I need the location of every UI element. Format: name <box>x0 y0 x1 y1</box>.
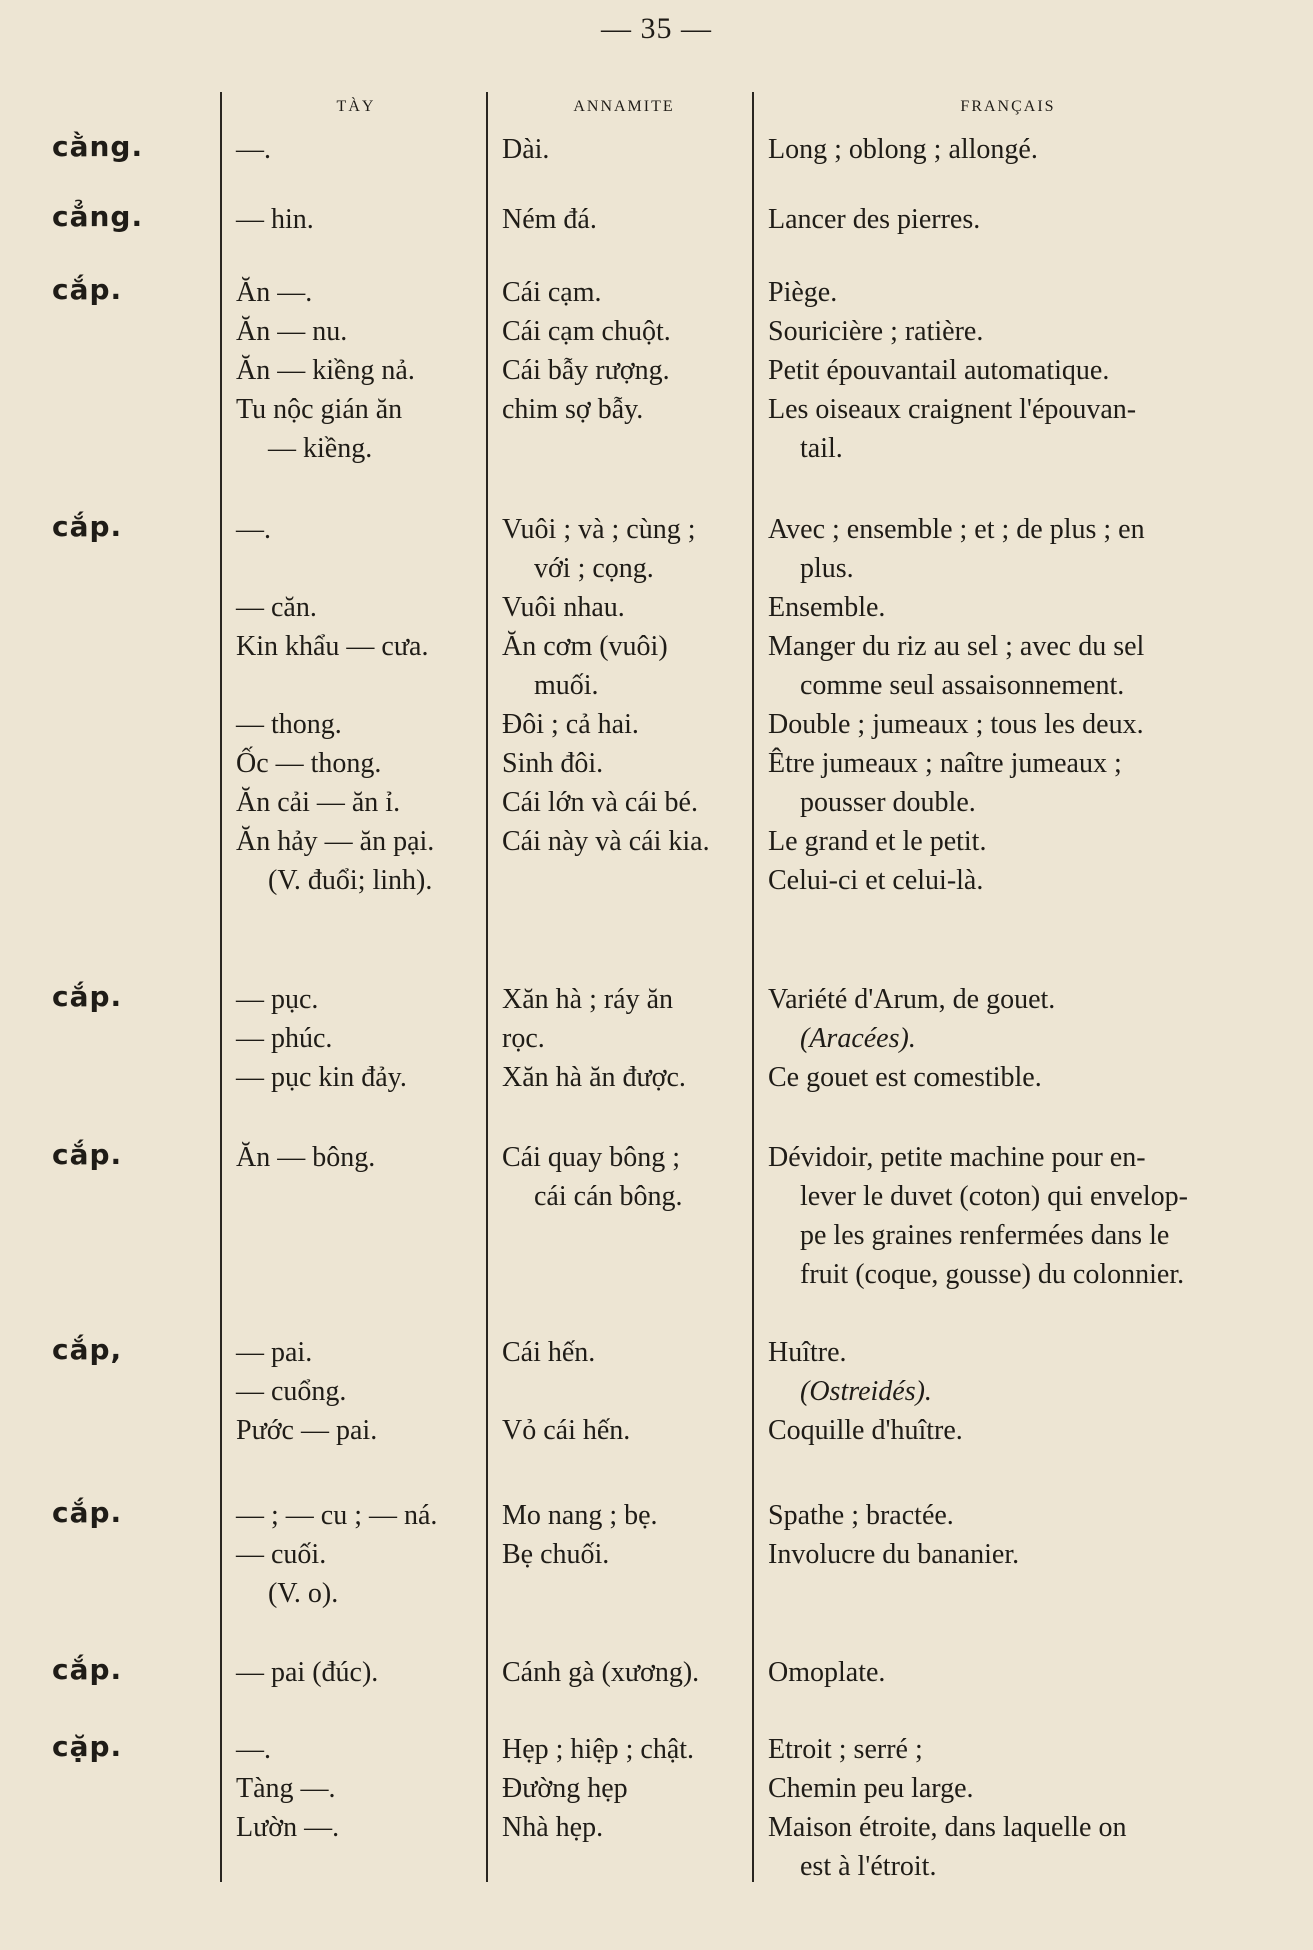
entry-annamite-line: rọc. <box>502 1023 545 1054</box>
entry-headword: cằng. <box>52 130 144 163</box>
column-rule <box>752 92 754 1882</box>
entry-annamite-column <box>502 200 746 239</box>
entry-tay-line: — pục. <box>236 984 319 1015</box>
entry-annamite-column <box>502 510 746 861</box>
entry-francais-line: Long ; oblong ; allongé. <box>768 134 1038 165</box>
entry-francais-line: Maison étroite, dans laquelle on <box>768 1812 1127 1843</box>
entry-francais-line: Dévidoir, petite machine pour en- <box>768 1142 1146 1173</box>
entry-annamite-line: Bẹ chuối. <box>502 1539 610 1570</box>
entry-francais-line: pe les graines renfermées dans le <box>800 1220 1170 1251</box>
entry-annamite-line: Vuôi nhau. <box>502 592 625 623</box>
entry-annamite-line: Mo nang ; bẹ. <box>502 1500 658 1531</box>
entry-tay-line: —. <box>236 1734 271 1765</box>
entry-francais-column <box>768 1653 1248 1692</box>
entry-francais-line: Involucre du bananier. <box>768 1539 1020 1570</box>
entry-tay-line: —. <box>236 514 271 545</box>
entry-francais-column <box>768 273 1248 468</box>
column-header-tay: TÀY <box>336 98 376 115</box>
entry-annamite-line: Ăn cơm (vuôi) <box>502 631 668 662</box>
entry-annamite-column <box>502 1653 746 1692</box>
entry-francais-line: Ce gouet est comestible. <box>768 1062 1042 1093</box>
entry-annamite-line: Vuôi ; và ; cùng ; <box>502 514 696 545</box>
entry-tay-column <box>236 130 476 169</box>
entry-annamite-column <box>502 1333 746 1450</box>
entry-tay-line: — pục kin đảy. <box>236 1062 407 1093</box>
entry-tay-line: — ; — cu ; — ná. <box>236 1500 438 1531</box>
entry-francais-column <box>768 980 1248 1097</box>
entry-francais-line: Huître. <box>768 1337 847 1368</box>
entry-tay-line: — thong. <box>236 709 342 740</box>
entry-francais-line: lever le duvet (coton) qui envelop- <box>800 1181 1188 1212</box>
entry-annamite-line: Cánh gà (xương). <box>502 1657 700 1688</box>
entry-tay-column <box>236 1496 476 1613</box>
entry-tay-line: Ăn cải — ăn ỉ. <box>236 787 401 818</box>
entry-tay-line: —. <box>236 134 271 165</box>
entry-tay-column <box>236 1333 476 1450</box>
entry-francais-column <box>768 510 1248 900</box>
entry-francais-line: Ensemble. <box>768 592 886 623</box>
entry-annamite-line: Nhà hẹp. <box>502 1812 604 1843</box>
entry-francais-line: Avec ; ensemble ; et ; de plus ; en <box>768 514 1145 545</box>
entry-annamite-line: Cái bẫy rượng. <box>502 355 670 386</box>
entry-annamite-line: Cái cạm chuột. <box>502 316 671 347</box>
entry-francais-line: plus. <box>800 553 854 584</box>
entry-annamite-line: cái cán bông. <box>534 1181 683 1212</box>
entry-tay-line: Ăn — kiềng nả. <box>236 355 415 386</box>
entry-francais-line: comme seul assaisonnement. <box>800 670 1125 701</box>
entry-tay-line: (V. đuổi; linh). <box>268 865 433 896</box>
entry-annamite-column <box>502 273 746 429</box>
entry-francais-column <box>768 1138 1248 1294</box>
entry-francais-line: Chemin peu large. <box>768 1773 974 1804</box>
entry-tay-line: — pai (đúc). <box>236 1657 379 1688</box>
entry-annamite-line: Cái hến. <box>502 1337 596 1368</box>
entry-tay-line: Pước — pai. <box>236 1415 378 1446</box>
entry-tay-line: Ốc — thong. <box>236 748 382 779</box>
entry-francais-line: Lancer des pierres. <box>768 204 981 235</box>
entry-headword: cắp, <box>52 1333 123 1366</box>
entry-tay-column <box>236 980 476 1097</box>
entry-headword: cắp. <box>52 1138 123 1171</box>
entry-francais-line: Petit épouvantail automatique. <box>768 355 1110 386</box>
entry-tay-line: (V. o). <box>268 1578 339 1609</box>
entry-francais-line: est à l'étroit. <box>800 1851 937 1882</box>
entry-francais-line: Etroit ; serré ; <box>768 1734 923 1765</box>
entry-tay-line: — phúc. <box>236 1023 333 1054</box>
entry-headword: cắp. <box>52 510 123 543</box>
entry-annamite-line: Đôi ; cả hai. <box>502 709 639 740</box>
entry-annamite-column <box>502 980 746 1097</box>
entry-annamite-column <box>502 1730 746 1847</box>
entry-headword: cắp. <box>52 1653 123 1686</box>
entry-annamite-line: Sinh đôi. <box>502 748 604 779</box>
entry-francais-column <box>768 1730 1248 1886</box>
entry-headword: cắp. <box>52 1496 123 1529</box>
page-number: — 35 — <box>601 12 712 45</box>
entry-francais-line: Piège. <box>768 277 838 308</box>
entry-francais-line: Souricière ; ratière. <box>768 316 984 347</box>
entry-annamite-line: Đường hẹp <box>502 1773 628 1804</box>
entry-tay-line: — hin. <box>236 204 314 235</box>
entry-annamite-line: với ; cọng. <box>534 553 654 584</box>
entry-francais-line: Coquille d'huître. <box>768 1415 963 1446</box>
entry-annamite-line: Ném đá. <box>502 204 597 235</box>
entry-annamite-line: muối. <box>534 670 599 701</box>
entry-tay-line: Tàng —. <box>236 1773 336 1804</box>
entry-francais-line: (Ostreidés). <box>800 1376 932 1407</box>
entry-francais-line: (Aracées). <box>800 1023 916 1054</box>
entry-tay-line: — kiềng. <box>268 433 373 464</box>
entry-francais-line: Omoplate. <box>768 1657 886 1688</box>
entry-tay-column <box>236 273 476 468</box>
entry-tay-line: Ăn hảy — ăn pại. <box>236 826 435 857</box>
entry-francais-line: Double ; jumeaux ; tous les deux. <box>768 709 1144 740</box>
column-rule <box>486 92 488 1882</box>
entry-francais-column <box>768 130 1248 169</box>
entry-tay-column <box>236 1653 476 1692</box>
entry-francais-line: Le grand et le petit. <box>768 826 987 857</box>
column-rule <box>220 92 222 1882</box>
entry-annamite-line: Xăn hà ; ráy ăn <box>502 984 674 1015</box>
entry-tay-column <box>236 510 476 900</box>
entry-tay-line: — pai. <box>236 1337 313 1368</box>
entry-annamite-line: Xăn hà ăn được. <box>502 1062 686 1093</box>
entry-francais-line: Être jumeaux ; naître jumeaux ; <box>768 748 1122 779</box>
entry-francais-line: fruit (coque, gousse) du colonnier. <box>800 1259 1185 1290</box>
entry-annamite-column <box>502 130 746 169</box>
entry-francais-line: Spathe ; bractée. <box>768 1500 954 1531</box>
entry-tay-column <box>236 200 476 239</box>
entry-tay-line: Tu nộc gián ăn <box>236 394 403 425</box>
entry-francais-line: Manger du riz au sel ; avec du sel <box>768 631 1145 662</box>
entry-headword: cắp. <box>52 980 123 1013</box>
entry-francais-line: pousser double. <box>800 787 976 818</box>
entry-tay-line: Ăn — nu. <box>236 316 348 347</box>
entry-tay-line: Ăn —. <box>236 277 313 308</box>
entry-headword: cẳng. <box>52 200 144 233</box>
entry-francais-column <box>768 1496 1248 1574</box>
entry-annamite-line: Cái lớn và cái bé. <box>502 787 698 818</box>
entry-francais-column <box>768 1333 1248 1450</box>
column-header-annamite: ANNAMITE <box>573 98 675 115</box>
entry-francais-line: tail. <box>800 433 843 464</box>
entry-francais-column <box>768 200 1248 239</box>
entry-annamite-line: Vỏ cái hến. <box>502 1415 631 1446</box>
entry-francais-line: Celui-ci et celui-là. <box>768 865 984 896</box>
entry-tay-line: — cuối. <box>236 1539 327 1570</box>
entry-tay-column <box>236 1138 476 1177</box>
entry-francais-line: Les oiseaux craignent l'épouvan- <box>768 394 1137 425</box>
entry-annamite-line: Cái cạm. <box>502 277 602 308</box>
entry-tay-column <box>236 1730 476 1847</box>
entry-annamite-line: Hẹp ; hiệp ; chật. <box>502 1734 695 1765</box>
entry-tay-line <box>236 549 476 588</box>
entry-headword: cắp. <box>52 273 123 306</box>
entry-annamite-line: Cái này và cái kia. <box>502 826 710 857</box>
entry-annamite-line: Cái quay bông ; <box>502 1142 681 1173</box>
entry-tay-line: Lườn —. <box>236 1812 340 1843</box>
entry-francais-line: Variété d'Arum, de gouet. <box>768 984 1056 1015</box>
entry-annamite-column <box>502 1496 746 1574</box>
entry-tay-line: Kin khẩu — cưa. <box>236 631 429 662</box>
entry-annamite-column <box>502 1138 746 1216</box>
entry-tay-line: Ăn — bông. <box>236 1142 376 1173</box>
entry-annamite-line: chim sợ bẫy. <box>502 394 644 425</box>
column-header-francais: FRANÇAIS <box>960 98 1056 115</box>
entry-annamite-line <box>502 1372 746 1411</box>
entry-headword: cặp. <box>52 1730 123 1763</box>
entry-tay-line <box>236 666 476 705</box>
entry-tay-line: — căn. <box>236 592 317 623</box>
entry-annamite-line: Dài. <box>502 134 550 165</box>
entry-tay-line: — cuổng. <box>236 1376 347 1407</box>
